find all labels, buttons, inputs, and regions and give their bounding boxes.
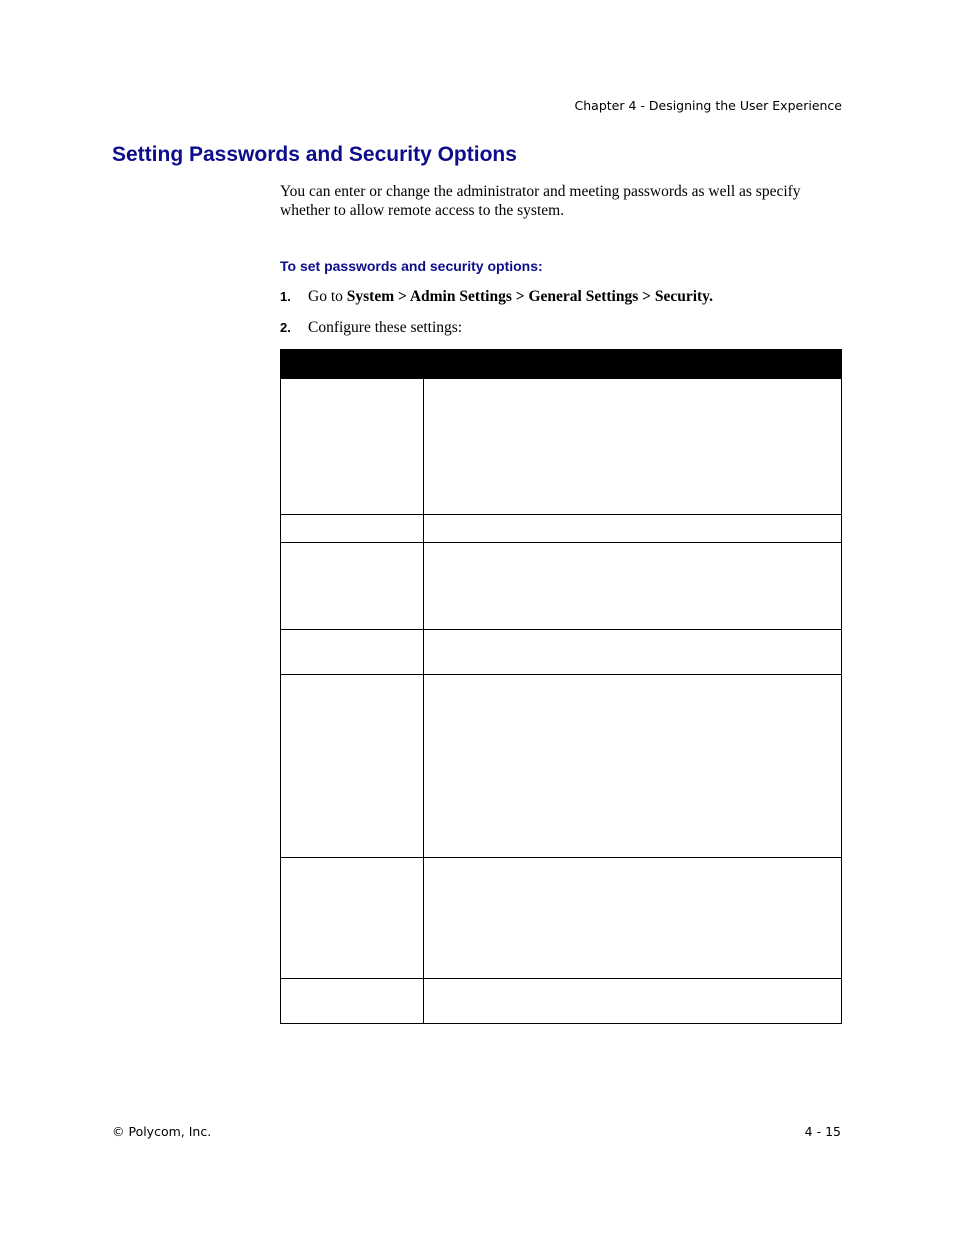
running-header: Chapter 4 - Designing the User Experience xyxy=(574,98,842,113)
step-number: 2. xyxy=(280,320,291,335)
table-header-row xyxy=(281,350,842,379)
table-header-description xyxy=(424,350,842,379)
step-text: Go to xyxy=(308,288,347,305)
description-cell xyxy=(424,979,842,1024)
setting-cell xyxy=(281,543,424,630)
setting-cell xyxy=(281,515,424,543)
table-row xyxy=(281,515,842,543)
table-row xyxy=(281,979,842,1024)
table-header-setting xyxy=(281,350,424,379)
table-row xyxy=(281,379,842,515)
description-cell xyxy=(424,675,842,858)
procedure-heading: To set passwords and security options: xyxy=(280,258,543,274)
setting-cell xyxy=(281,858,424,979)
settings-table xyxy=(280,349,842,1024)
table-row xyxy=(281,675,842,858)
description-cell xyxy=(424,379,842,515)
table-row xyxy=(281,858,842,979)
table-row xyxy=(281,630,842,675)
footer-page-number: 4 - 15 xyxy=(804,1124,841,1139)
step-number: 1. xyxy=(280,289,291,304)
step-2 xyxy=(280,319,462,337)
menu-path: System > Admin Settings > General Settings > Security. xyxy=(346,288,713,305)
description-cell xyxy=(424,858,842,979)
footer-copyright: © Polycom, Inc. xyxy=(112,1124,212,1139)
setting-cell xyxy=(281,379,424,515)
setting-cell xyxy=(281,979,424,1024)
step-text: Configure these settings: xyxy=(308,319,463,336)
section-title: Setting Passwords and Security Options xyxy=(112,143,517,166)
description-cell xyxy=(424,543,842,630)
setting-cell xyxy=(281,675,424,858)
setting-cell xyxy=(281,630,424,675)
intro-paragraph: You can enter or change the administrator and meeting passwords as well as specify whether to allow remote access to the system. xyxy=(280,183,801,219)
description-cell xyxy=(424,630,842,675)
step-1 xyxy=(280,288,713,306)
table-row xyxy=(281,543,842,630)
description-cell xyxy=(424,515,842,543)
